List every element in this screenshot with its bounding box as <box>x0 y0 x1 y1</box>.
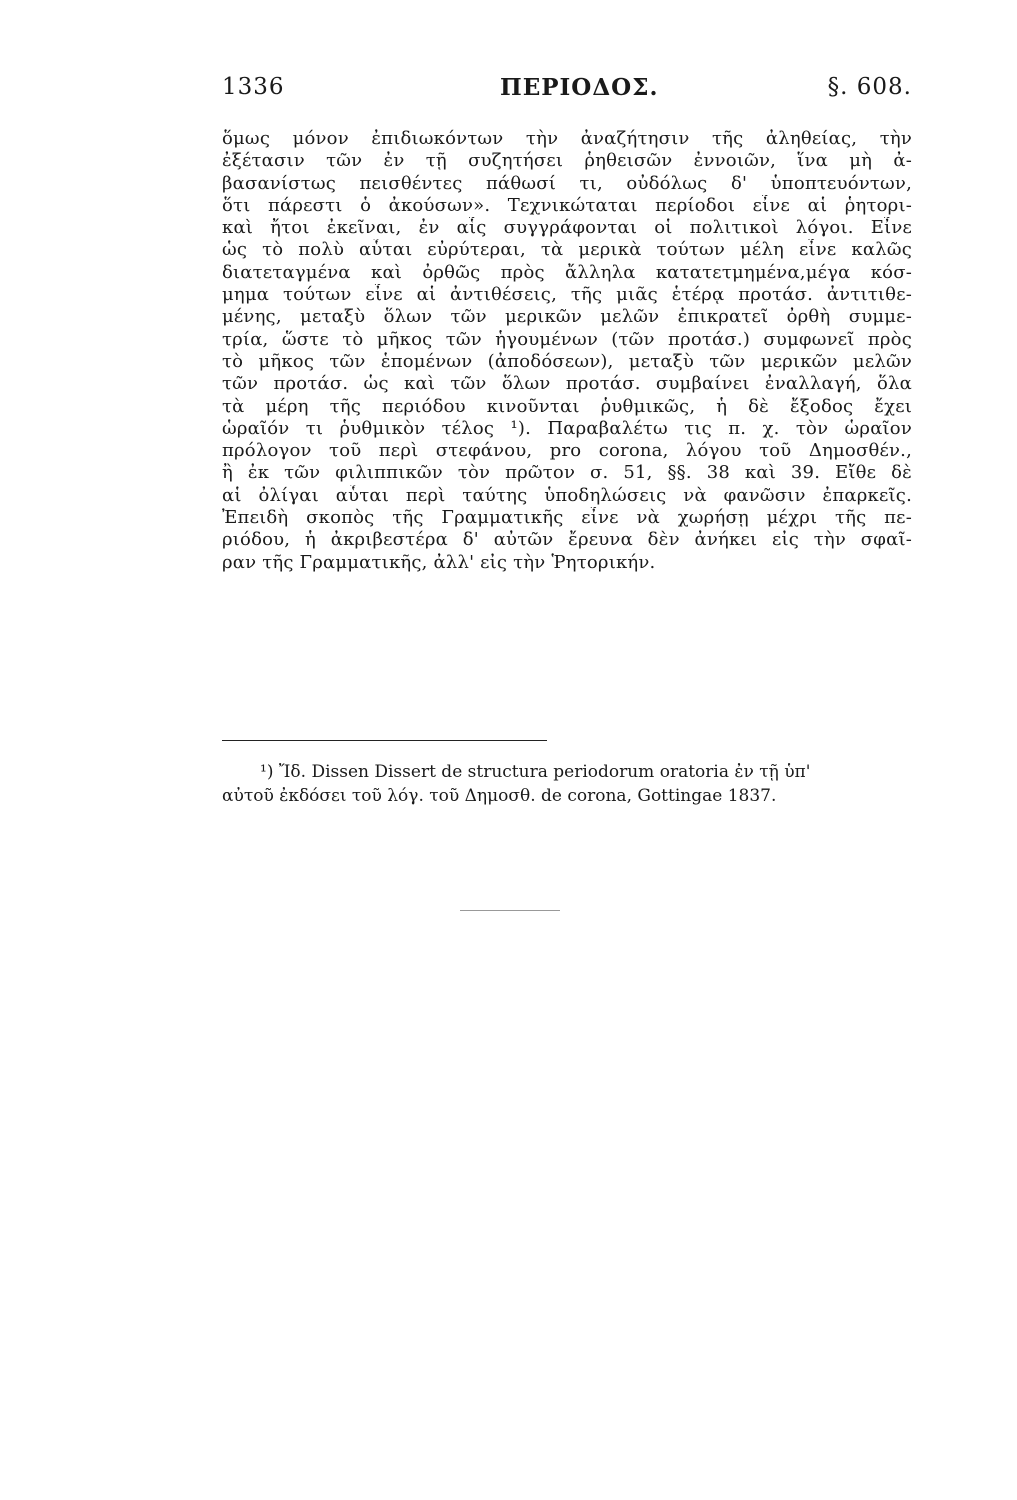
text-line: αἱ ὀλίγαι αὗται περὶ ταύτης ὑποδηλώσεις νὰ φανῶσιν ἐπαρκεῖς. <box>222 484 912 506</box>
text-line: ὅμως μόνον ἐπιδιωκόντων τὴν ἀναζήτησιν τῆς ἀληθείας, τὴν <box>222 128 912 149</box>
section-reference: §. 608. <box>827 74 912 100</box>
text-line: μένης, μεταξὺ ὅλων τῶν μερικῶν μελῶν ἐπικρατεῖ ὀρθὴ συμμε- <box>222 306 912 328</box>
text-line: τρία, ὥστε τὸ μῆκος τῶν ἡγουμένων (τῶν προτάσ.) συμφωνεῖ πρὸς <box>222 328 912 350</box>
text-line: βασανίστως πεισθέντες πάθωσί τι, οὐδόλως δ' ὑποπτευόντων, <box>222 172 912 194</box>
text-line: καὶ ἤτοι ἐκεῖναι, ἐν αἷς συγγράφονται οἱ πολιτικοὶ λόγοι. Εἶνε <box>222 217 912 239</box>
text-line: μημα τούτων εἶνε αἱ ἀντιθέσεις, τῆς μιᾶς ἑτέρᾳ προτάσ. ἀντιτιθε- <box>222 284 912 306</box>
text-line: ὡς τὸ πολὺ αὗται εὐρύτεραι, τὰ μερικὰ τούτων μέλη εἶνε καλῶς <box>222 239 912 261</box>
end-divider <box>460 910 560 911</box>
text-line: Ἐπειδὴ σκοπὸς τῆς Γραμματικῆς εἶνε νὰ χωρήσῃ μέχρι τῆς πε- <box>222 507 912 529</box>
text-line: ριόδου, ἡ ἀκριβεστέρα δ' αὐτῶν ἔρευνα δὲν ἀνήκει εἰς τὴν σφαῖ- <box>222 529 912 551</box>
text-line: τὸ μῆκος τῶν ἑπομένων (ἀποδόσεων), μεταξὺ τῶν μερικῶν μελῶν <box>222 350 912 372</box>
text-line: ὅτι πάρεστι ὁ ἀκούσων». Τεχνικώταται περίοδοι εἶνε αἱ ῥητορι- <box>222 194 912 216</box>
main-text <box>222 128 912 574</box>
running-head <box>222 74 912 110</box>
page-title: ΠΕΡΙΟΔΟΣ. <box>500 74 659 101</box>
footnotes <box>222 760 912 808</box>
text-line: ὡραῖόν τι ῥυθμικὸν τέλος ¹). Παραβαλέτω τις π. χ. τὸν ὡραῖον <box>222 417 912 439</box>
footnote-line: ¹) Ἴδ. Dissen Dissert de structura periodorum oratoria ἐν τῇ ὑπ' <box>260 762 811 782</box>
footnote-divider <box>222 740 547 741</box>
text-line: πρόλογον τοῦ περὶ στεφάνου, pro corona, λόγου τοῦ Δημοσθέν., <box>222 440 912 462</box>
text-line: διατεταγμένα καὶ ὀρθῶς πρὸς ἄλληλα κατατετμημένα,μέγα κόσ- <box>222 261 912 283</box>
text-line: τὰ μέρη τῆς περιόδου κινοῦνται ῥυθμικῶς, ἡ δὲ ἔξοδος ἔχει <box>222 395 912 417</box>
text-line: τῶν προτάσ. ὡς καὶ τῶν ὅλων προτάσ. συμβαίνει ἐναλλαγή, ὅλα <box>222 373 912 395</box>
text-line: ἐξέτασιν τῶν ἐν τῇ συζητήσει ῥηθεισῶν ἐννοιῶν, ἵνα μὴ ἀ- <box>222 150 912 172</box>
text-line: ἢ ἐκ τῶν φιλιππικῶν τὸν πρῶτον σ. 51, §§. 38 καὶ 39. Εἴθε δὲ <box>222 462 912 484</box>
footnote-line: αὐτοῦ ἐκδόσει τοῦ λόγ. τοῦ Δημοσθ. de corona, Gottingae 1837. <box>222 786 777 806</box>
page-number: 1336 <box>222 74 285 100</box>
text-line: ραν τῆς Γραμματικῆς, ἀλλ' εἰς τὴν Ῥητορικήν. <box>222 551 656 573</box>
